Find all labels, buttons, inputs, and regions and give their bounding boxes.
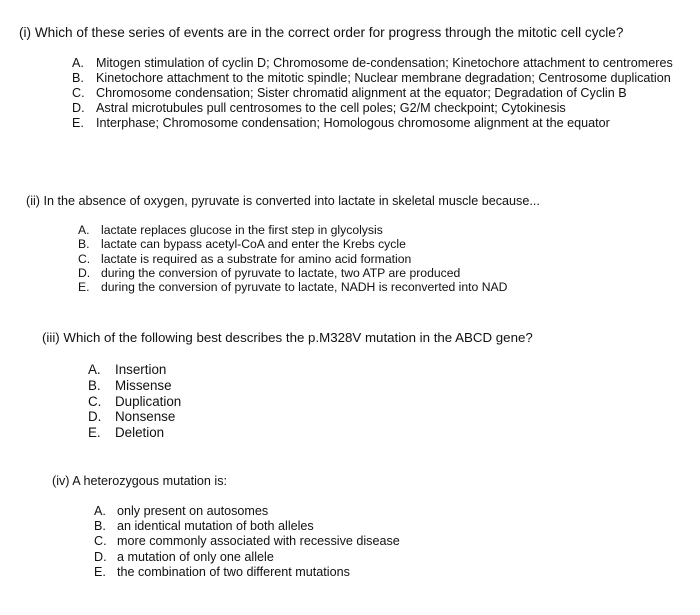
option-text: the combination of two different mutations — [117, 564, 350, 579]
question-3-option-b — [88, 378, 288, 394]
question-1-options — [72, 56, 687, 131]
option-text: Insertion — [115, 362, 167, 377]
question-2-options — [78, 223, 638, 294]
option-text: Duplication — [115, 393, 182, 409]
option-text: lactate is required as a substrate for amino acid formation — [101, 251, 412, 266]
question-3-option-c — [88, 394, 288, 410]
question-4-option-a — [94, 504, 494, 519]
option-letter: C. — [72, 86, 85, 100]
option-letter: B. — [94, 519, 106, 534]
question-2-stem: (ii) In the absence of oxygen, pyruvate is converted into lactate in skeletal muscle because... — [26, 194, 540, 208]
option-text: Missense — [115, 377, 172, 393]
option-text: Nonsense — [115, 409, 176, 425]
question-2-option-d — [78, 266, 638, 280]
option-text: an identical mutation of both alleles — [117, 519, 314, 534]
option-text: lactate can bypass acetyl-CoA and enter the Krebs cycle — [101, 237, 406, 252]
question-3-option-e — [88, 425, 288, 441]
option-text: during the conversion of pyruvate to lactate, NADH is reconverted into NAD — [101, 280, 508, 295]
option-text: Chromosome condensation; Sister chromatid alignment at the equator; Degradation of Cyclin B — [96, 86, 627, 100]
option-text: only present on autosomes — [117, 504, 269, 518]
option-letter: B. — [72, 71, 84, 85]
option-letter: C. — [88, 393, 102, 409]
option-letter: E. — [88, 425, 101, 441]
option-letter: A. — [72, 56, 84, 70]
option-letter: B. — [78, 237, 90, 252]
option-letter: A. — [94, 504, 106, 518]
option-letter: D. — [94, 549, 107, 564]
option-letter: D. — [78, 265, 91, 280]
question-1-option-b — [72, 71, 687, 86]
question-1-option-c — [72, 86, 687, 101]
question-3-option-d — [88, 409, 288, 425]
question-1-option-a — [72, 56, 687, 71]
option-text: more commonly associated with recessive disease — [117, 534, 400, 549]
question-1-option-e — [72, 116, 687, 131]
question-1-option-d — [72, 101, 687, 116]
option-text: Interphase; Chromosome condensation; Homologous chromosome alignment at the equator — [96, 116, 610, 130]
option-text: Kinetochore attachment to the mitotic spindle; Nuclear membrane degradation; Centrosome duplication — [96, 71, 671, 85]
option-text: a mutation of only one allele — [117, 549, 274, 564]
question-2-option-b — [78, 237, 638, 251]
option-letter: E. — [72, 116, 84, 130]
option-letter: D. — [72, 101, 85, 115]
question-4-options — [94, 504, 494, 580]
question-2-option-a — [78, 223, 638, 237]
option-text: during the conversion of pyruvate to lactate, two ATP are produced — [101, 265, 461, 280]
question-4-option-c — [94, 534, 494, 549]
question-4-option-e — [94, 565, 494, 580]
question-4-option-d — [94, 550, 494, 565]
option-text: Astral microtubules pull centrosomes to the cell poles; G2/M checkpoint; Cytokinesis — [96, 101, 566, 115]
question-4-stem: (iv) A heterozygous mutation is: — [52, 474, 227, 488]
question-2-option-c — [78, 252, 638, 266]
option-letter: E. — [78, 280, 90, 295]
option-text: Mitogen stimulation of cyclin D; Chromosome de-condensation; Kinetochore attachment to centromeres — [96, 56, 673, 70]
question-3-options — [88, 362, 288, 441]
option-letter: A. — [78, 223, 90, 237]
question-3-option-a — [88, 362, 288, 378]
option-letter: B. — [88, 377, 101, 393]
option-letter: D. — [88, 409, 102, 425]
question-3-stem: (iii) Which of the following best describes the p.M328V mutation in the ABCD gene? — [42, 330, 533, 345]
option-text: Deletion — [115, 425, 165, 441]
question-2-option-e — [78, 280, 638, 294]
option-letter: A. — [88, 362, 101, 377]
option-text: lactate replaces glucose in the first step in glycolysis — [101, 223, 383, 237]
option-letter: C. — [94, 534, 107, 549]
option-letter: E. — [94, 564, 106, 579]
question-4-option-b — [94, 519, 494, 534]
question-1-stem: (i) Which of these series of events are in the correct order for progress through the mitotic cell cycle? — [19, 25, 624, 40]
option-letter: C. — [78, 251, 91, 266]
